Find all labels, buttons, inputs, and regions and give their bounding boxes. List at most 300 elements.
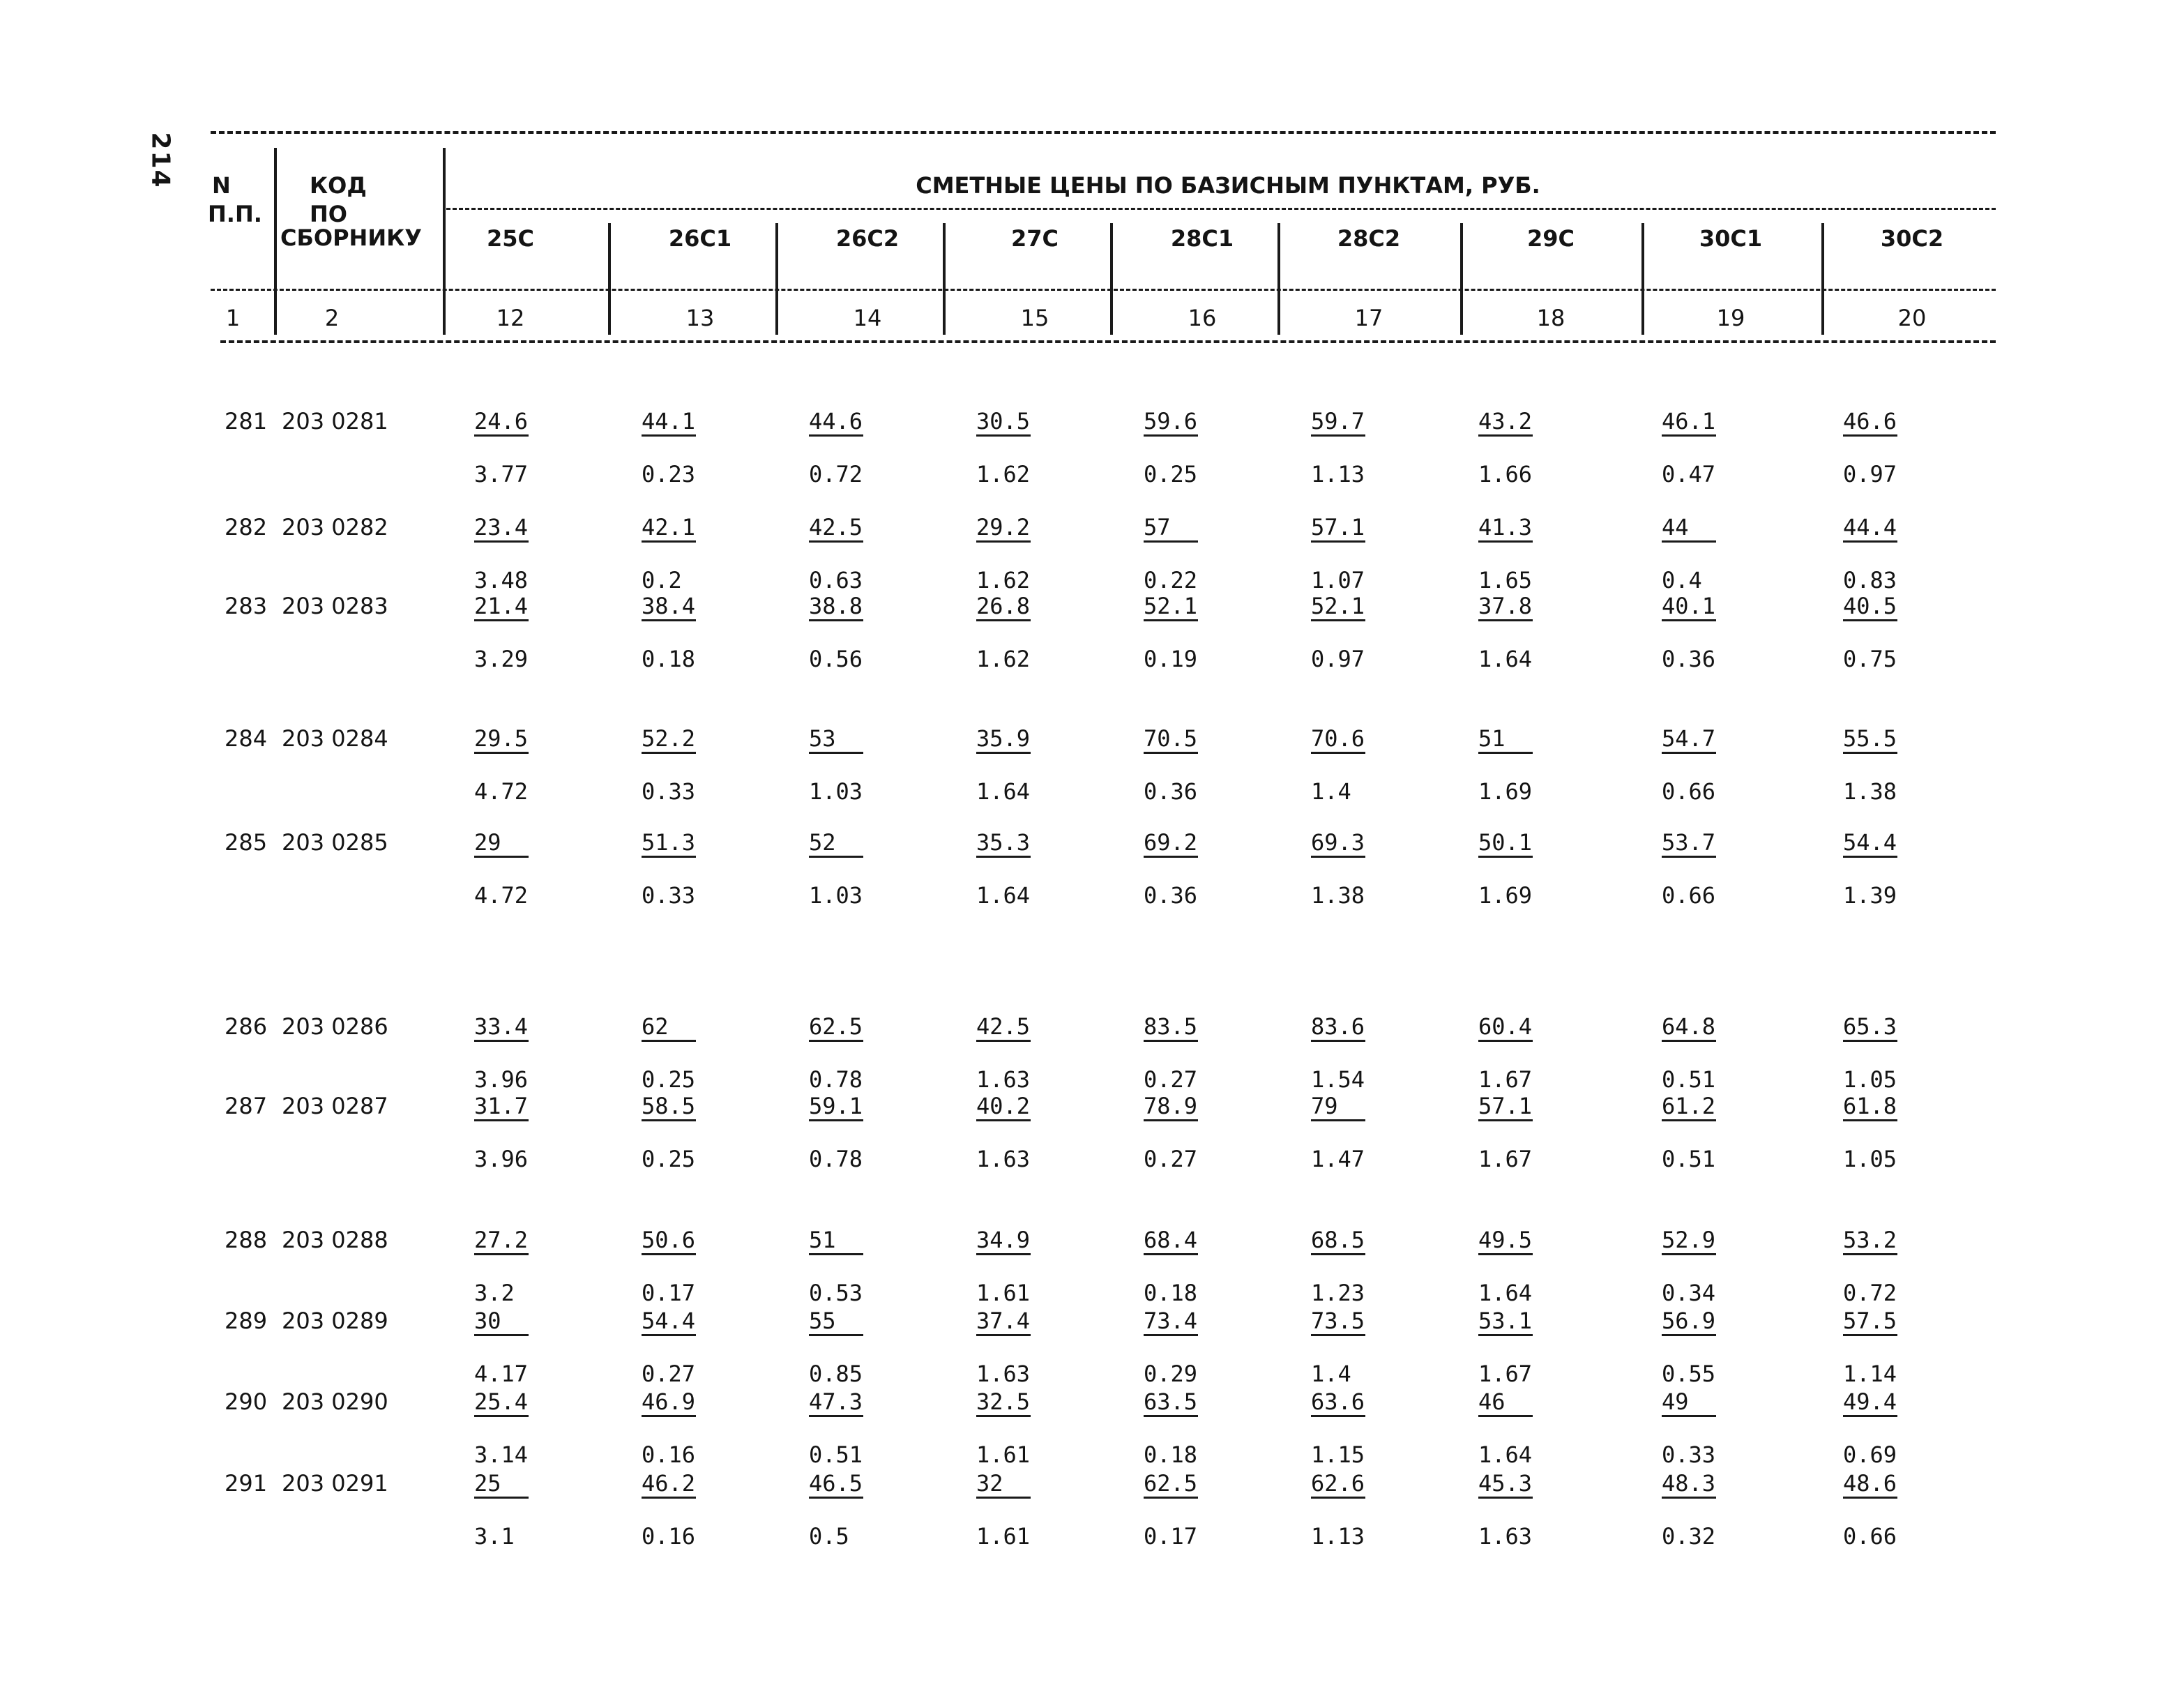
- price-upper-value: 29.2: [976, 514, 1031, 540]
- row-code: 203 0282: [282, 514, 388, 540]
- fraction-dash: [1843, 856, 1897, 858]
- price-lower-value: 0.51: [809, 1441, 863, 1468]
- price-lower-value: 0.23: [642, 461, 696, 487]
- price-lower-value: 1.4: [1311, 778, 1351, 805]
- fraction-dash: [474, 752, 529, 754]
- fraction-dash: [1311, 1415, 1365, 1417]
- price-upper-value: 57: [1144, 514, 1171, 540]
- price-upper-value: 52.9: [1662, 1227, 1716, 1253]
- fraction-dash: [642, 619, 696, 621]
- price-upper-value: 35.3: [976, 829, 1031, 856]
- price-upper-value: 29: [474, 829, 501, 856]
- price-lower-value: 0.78: [809, 1146, 863, 1172]
- price-lower-value: 1.63: [976, 1066, 1031, 1093]
- price-upper-value: 83.5: [1144, 1013, 1198, 1040]
- fraction-dash: [474, 1415, 529, 1417]
- header-column-divider: [775, 223, 778, 335]
- fraction-dash: [1662, 434, 1716, 437]
- column-number-5: 14: [853, 305, 882, 331]
- price-upper-value: 33.4: [474, 1013, 529, 1040]
- price-upper-value: 83.6: [1311, 1013, 1365, 1040]
- price-upper-value: 44.6: [809, 408, 863, 434]
- fraction-dash: [809, 752, 863, 754]
- fraction-dash: [474, 540, 529, 543]
- fraction-dash: [1478, 1253, 1533, 1255]
- price-lower-value: 0.63: [809, 567, 863, 593]
- price-upper-value: 53.7: [1662, 829, 1716, 856]
- fraction-dash: [809, 540, 863, 543]
- fraction-dash: [1662, 752, 1716, 754]
- header-bottom-rule: [220, 340, 1996, 343]
- fraction-dash: [1144, 619, 1198, 621]
- price-lower-value: 0.66: [1843, 1523, 1897, 1550]
- header-pp-label: П.П.: [208, 201, 262, 227]
- price-upper-value: 42.5: [976, 1013, 1031, 1040]
- price-upper-value: 27.2: [474, 1227, 529, 1253]
- price-upper-value: 31.7: [474, 1093, 529, 1119]
- price-lower-value: 1.64: [976, 882, 1031, 909]
- price-lower-value: 3.14: [474, 1441, 529, 1468]
- price-upper-value: 45.3: [1478, 1470, 1533, 1497]
- price-lower-value: 0.4: [1662, 567, 1702, 593]
- fraction-dash: [1843, 1253, 1897, 1255]
- header-po-label: ПО: [310, 201, 347, 227]
- fraction-dash: [809, 434, 863, 437]
- fraction-dash: [1478, 752, 1533, 754]
- fraction-dash: [976, 856, 1031, 858]
- header-point-2: 26С1: [668, 225, 732, 252]
- fraction-dash: [976, 1253, 1031, 1255]
- column-number-1: 1: [225, 305, 241, 331]
- fraction-dash: [1478, 1334, 1533, 1336]
- price-lower-value: 1.54: [1311, 1066, 1365, 1093]
- header-column-divider: [943, 223, 946, 335]
- price-upper-value: 57.1: [1478, 1093, 1533, 1119]
- price-lower-value: 4.72: [474, 882, 529, 909]
- price-upper-value: 62.5: [809, 1013, 863, 1040]
- header-point-3: 26С2: [835, 225, 900, 252]
- row-number: 291: [225, 1470, 268, 1497]
- price-lower-value: 0.56: [809, 646, 863, 672]
- row-number: 288: [225, 1227, 268, 1253]
- price-lower-value: 0.18: [642, 646, 696, 672]
- price-lower-value: 0.47: [1662, 461, 1716, 487]
- price-upper-value: 52.1: [1144, 593, 1198, 619]
- fraction-dash: [474, 619, 529, 621]
- fraction-dash: [1478, 1119, 1533, 1121]
- price-lower-value: 0.25: [1144, 461, 1198, 487]
- row-code: 203 0287: [282, 1093, 388, 1119]
- fraction-dash: [1311, 434, 1365, 437]
- price-lower-value: 1.62: [976, 646, 1031, 672]
- price-upper-value: 44.1: [642, 408, 696, 434]
- price-upper-value: 29.5: [474, 725, 529, 752]
- price-upper-value: 30: [474, 1308, 501, 1334]
- price-upper-value: 46.5: [809, 1470, 863, 1497]
- fraction-dash: [474, 856, 529, 858]
- price-upper-value: 41.3: [1478, 514, 1533, 540]
- fraction-dash: [1311, 619, 1365, 621]
- row-code: 203 0284: [282, 725, 388, 752]
- fraction-dash: [809, 1040, 863, 1042]
- price-lower-value: 0.69: [1843, 1441, 1897, 1468]
- price-lower-value: 1.39: [1843, 882, 1897, 909]
- price-lower-value: 0.72: [1843, 1280, 1897, 1306]
- fraction-dash: [474, 1334, 529, 1336]
- price-upper-value: 62: [642, 1013, 669, 1040]
- price-lower-value: 1.64: [1478, 646, 1533, 672]
- fraction-dash: [976, 434, 1031, 437]
- price-upper-value: 53: [809, 725, 836, 752]
- price-lower-value: 1.15: [1311, 1441, 1365, 1468]
- row-number: 282: [225, 514, 268, 540]
- price-lower-value: 0.17: [642, 1280, 696, 1306]
- price-upper-value: 57.1: [1311, 514, 1365, 540]
- fraction-dash: [1144, 752, 1198, 754]
- price-lower-value: 0.18: [1144, 1280, 1198, 1306]
- fraction-dash: [642, 856, 696, 858]
- price-lower-value: 1.65: [1478, 567, 1533, 593]
- price-upper-value: 37.8: [1478, 593, 1533, 619]
- header-column-divider: [1277, 223, 1280, 335]
- fraction-dash: [474, 1253, 529, 1255]
- price-lower-value: 0.51: [1662, 1146, 1716, 1172]
- price-lower-value: 3.29: [474, 646, 529, 672]
- fraction-dash: [642, 1040, 696, 1042]
- price-lower-value: 1.67: [1478, 1066, 1533, 1093]
- price-lower-value: 0.97: [1311, 646, 1365, 672]
- price-upper-value: 25.4: [474, 1388, 529, 1415]
- price-lower-value: 1.07: [1311, 567, 1365, 593]
- price-upper-value: 69.2: [1144, 829, 1198, 856]
- price-upper-value: 78.9: [1144, 1093, 1198, 1119]
- price-lower-value: 1.64: [1478, 1280, 1533, 1306]
- price-lower-value: 1.03: [809, 882, 863, 909]
- price-lower-value: 0.85: [809, 1361, 863, 1387]
- price-upper-value: 44: [1662, 514, 1689, 540]
- price-lower-value: 3.77: [474, 461, 529, 487]
- price-lower-value: 1.05: [1843, 1066, 1897, 1093]
- fraction-dash: [1311, 1253, 1365, 1255]
- header-point-8: 30С1: [1699, 225, 1763, 252]
- price-upper-value: 38.8: [809, 593, 863, 619]
- header-column-divider: [1641, 223, 1644, 335]
- price-upper-value: 40.1: [1662, 593, 1716, 619]
- price-upper-value: 54.4: [1843, 829, 1897, 856]
- fraction-dash: [1311, 540, 1365, 543]
- price-lower-value: 1.05: [1843, 1146, 1897, 1172]
- fraction-dash: [976, 1497, 1031, 1499]
- price-lower-value: 0.66: [1662, 778, 1716, 805]
- column-number-2: 2: [324, 305, 340, 331]
- row-code: 203 0291: [282, 1470, 388, 1497]
- price-lower-value: 0.2: [642, 567, 682, 593]
- price-upper-value: 69.3: [1311, 829, 1365, 856]
- price-upper-value: 21.4: [474, 593, 529, 619]
- fraction-dash: [1478, 434, 1533, 437]
- price-upper-value: 42.5: [809, 514, 863, 540]
- header-point-4: 27С: [1010, 225, 1059, 252]
- price-lower-value: 1.63: [976, 1146, 1031, 1172]
- price-upper-value: 40.2: [976, 1093, 1031, 1119]
- fraction-dash: [642, 1497, 696, 1499]
- fraction-dash: [976, 619, 1031, 621]
- price-upper-value: 32: [976, 1470, 1003, 1497]
- column-number-11: 20: [1897, 305, 1927, 331]
- row-number: 287: [225, 1093, 268, 1119]
- price-upper-value: 58.5: [642, 1093, 696, 1119]
- price-lower-value: 1.61: [976, 1523, 1031, 1550]
- price-upper-value: 34.9: [976, 1227, 1031, 1253]
- price-lower-value: 1.62: [976, 567, 1031, 593]
- fraction-dash: [1478, 1497, 1533, 1499]
- price-upper-value: 40.5: [1843, 593, 1897, 619]
- price-lower-value: 1.67: [1478, 1146, 1533, 1172]
- price-lower-value: 3.96: [474, 1066, 529, 1093]
- fraction-dash: [1478, 1415, 1533, 1417]
- price-lower-value: 1.63: [1478, 1523, 1533, 1550]
- price-upper-value: 51: [1478, 725, 1506, 752]
- fraction-dash: [976, 752, 1031, 754]
- fraction-dash: [642, 1119, 696, 1121]
- fraction-dash: [642, 434, 696, 437]
- price-upper-value: 26.8: [976, 593, 1031, 619]
- price-upper-value: 53.1: [1478, 1308, 1533, 1334]
- price-upper-value: 52: [809, 829, 836, 856]
- price-lower-value: 4.17: [474, 1361, 529, 1387]
- fraction-dash: [1144, 1119, 1198, 1121]
- price-lower-value: 1.03: [809, 778, 863, 805]
- price-upper-value: 59.7: [1311, 408, 1365, 434]
- price-upper-value: 46.6: [1843, 408, 1897, 434]
- price-upper-value: 68.4: [1144, 1227, 1198, 1253]
- price-upper-value: 57.5: [1843, 1308, 1897, 1334]
- fraction-dash: [474, 1119, 529, 1121]
- price-lower-value: 1.38: [1311, 882, 1365, 909]
- fraction-dash: [1144, 1334, 1198, 1336]
- price-upper-value: 70.5: [1144, 725, 1198, 752]
- price-lower-value: 0.53: [809, 1280, 863, 1306]
- price-lower-value: 1.64: [1478, 1441, 1533, 1468]
- fraction-dash: [809, 1253, 863, 1255]
- column-number-7: 16: [1188, 305, 1217, 331]
- price-lower-value: 0.33: [642, 882, 696, 909]
- price-lower-value: 3.2: [474, 1280, 515, 1306]
- fraction-dash: [642, 1334, 696, 1336]
- price-lower-value: 0.5: [809, 1523, 849, 1550]
- price-lower-value: 0.51: [1662, 1066, 1716, 1093]
- fraction-dash: [1662, 540, 1716, 543]
- price-lower-value: 1.69: [1478, 882, 1533, 909]
- price-upper-value: 79: [1311, 1093, 1338, 1119]
- price-upper-value: 50.6: [642, 1227, 696, 1253]
- fraction-dash: [1311, 1497, 1365, 1499]
- price-upper-value: 64.8: [1662, 1013, 1716, 1040]
- price-lower-value: 3.48: [474, 567, 529, 593]
- price-lower-value: 1.23: [1311, 1280, 1365, 1306]
- fraction-dash: [1843, 752, 1897, 754]
- fraction-dash: [1662, 1040, 1716, 1042]
- row-number: 286: [225, 1013, 268, 1040]
- price-lower-value: 0.22: [1144, 567, 1198, 593]
- row-number: 281: [225, 408, 268, 434]
- price-upper-value: 24.6: [474, 408, 529, 434]
- header-divider-n-code: [274, 148, 277, 335]
- price-lower-value: 0.66: [1662, 882, 1716, 909]
- fraction-dash: [1843, 1119, 1897, 1121]
- fraction-dash: [1843, 619, 1897, 621]
- price-lower-value: 0.27: [642, 1361, 696, 1387]
- price-lower-value: 1.61: [976, 1441, 1031, 1468]
- column-number-10: 19: [1716, 305, 1745, 331]
- fraction-dash: [1843, 1334, 1897, 1336]
- fraction-dash: [1843, 1415, 1897, 1417]
- row-code: 203 0289: [282, 1308, 388, 1334]
- page-number: 214: [146, 132, 175, 189]
- column-number-rule: [211, 289, 1996, 291]
- price-upper-value: 46: [1478, 1388, 1506, 1415]
- price-upper-value: 52.1: [1311, 593, 1365, 619]
- title-under-rule: [446, 208, 1996, 210]
- price-lower-value: 1.69: [1478, 778, 1533, 805]
- price-lower-value: 0.36: [1662, 646, 1716, 672]
- fraction-dash: [642, 1253, 696, 1255]
- row-code: 203 0288: [282, 1227, 388, 1253]
- fraction-dash: [642, 1415, 696, 1417]
- price-lower-value: 0.83: [1843, 567, 1897, 593]
- price-upper-value: 50.1: [1478, 829, 1533, 856]
- fraction-dash: [1478, 540, 1533, 543]
- price-upper-value: 55: [809, 1308, 836, 1334]
- header-column-divider: [1110, 223, 1113, 335]
- price-lower-value: 1.63: [976, 1361, 1031, 1387]
- fraction-dash: [809, 1415, 863, 1417]
- fraction-dash: [1662, 856, 1716, 858]
- price-upper-value: 30.5: [976, 408, 1031, 434]
- price-upper-value: 73.4: [1144, 1308, 1198, 1334]
- price-upper-value: 54.7: [1662, 725, 1716, 752]
- price-lower-value: 0.29: [1144, 1361, 1198, 1387]
- header-column-divider: [608, 223, 611, 335]
- price-lower-value: 1.13: [1311, 1523, 1365, 1550]
- fraction-dash: [1662, 619, 1716, 621]
- price-lower-value: 0.17: [1144, 1523, 1198, 1550]
- price-upper-value: 32.5: [976, 1388, 1031, 1415]
- price-upper-value: 59.6: [1144, 408, 1198, 434]
- price-upper-value: 68.5: [1311, 1227, 1365, 1253]
- column-number-9: 18: [1536, 305, 1565, 331]
- row-code: 203 0285: [282, 829, 388, 856]
- fraction-dash: [976, 1415, 1031, 1417]
- fraction-dash: [474, 1040, 529, 1042]
- price-lower-value: 1.64: [976, 778, 1031, 805]
- price-upper-value: 48.6: [1843, 1470, 1897, 1497]
- price-lower-value: 1.61: [976, 1280, 1031, 1306]
- fraction-dash: [1311, 1040, 1365, 1042]
- fraction-dash: [1311, 1334, 1365, 1336]
- price-lower-value: 0.72: [809, 461, 863, 487]
- price-upper-value: 60.4: [1478, 1013, 1533, 1040]
- price-upper-value: 55.5: [1843, 725, 1897, 752]
- price-lower-value: 1.67: [1478, 1361, 1533, 1387]
- fraction-dash: [1843, 434, 1897, 437]
- price-lower-value: 0.18: [1144, 1441, 1198, 1468]
- fraction-dash: [1662, 1334, 1716, 1336]
- column-number-6: 15: [1020, 305, 1049, 331]
- fraction-dash: [1144, 856, 1198, 858]
- row-number: 283: [225, 593, 268, 619]
- row-code: 203 0290: [282, 1388, 388, 1415]
- price-upper-value: 52.2: [642, 725, 696, 752]
- price-lower-value: 1.38: [1843, 778, 1897, 805]
- price-lower-value: 1.62: [976, 461, 1031, 487]
- price-upper-value: 25: [474, 1470, 501, 1497]
- fraction-dash: [1144, 540, 1198, 543]
- price-lower-value: 3.96: [474, 1146, 529, 1172]
- fraction-dash: [1662, 1119, 1716, 1121]
- price-lower-value: 0.36: [1144, 882, 1198, 909]
- price-lower-value: 1.47: [1311, 1146, 1365, 1172]
- fraction-dash: [1144, 434, 1198, 437]
- price-lower-value: 0.16: [642, 1523, 696, 1550]
- header-column-divider: [1460, 223, 1463, 335]
- price-lower-value: 0.55: [1662, 1361, 1716, 1387]
- price-upper-value: 61.8: [1843, 1093, 1897, 1119]
- price-upper-value: 46.9: [642, 1388, 696, 1415]
- table-top-rule: [211, 131, 1996, 134]
- row-number: 285: [225, 829, 268, 856]
- price-upper-value: 49: [1662, 1388, 1689, 1415]
- header-point-9: 30С2: [1880, 225, 1944, 252]
- row-code: 203 0286: [282, 1013, 388, 1040]
- price-upper-value: 46.1: [1662, 408, 1716, 434]
- header-point-7: 29С: [1526, 225, 1575, 252]
- table-title: СМЕТНЫЕ ЦЕНЫ ПО БАЗИСНЫМ ПУНКТАМ, РУБ.: [916, 172, 1540, 199]
- fraction-dash: [1662, 1415, 1716, 1417]
- header-divider-code-prices: [443, 148, 446, 335]
- fraction-dash: [1311, 752, 1365, 754]
- fraction-dash: [1478, 619, 1533, 621]
- price-upper-value: 53.2: [1843, 1227, 1897, 1253]
- price-upper-value: 63.5: [1144, 1388, 1198, 1415]
- price-upper-value: 37.4: [976, 1308, 1031, 1334]
- fraction-dash: [976, 1040, 1031, 1042]
- price-lower-value: 0.27: [1144, 1066, 1198, 1093]
- price-lower-value: 0.34: [1662, 1280, 1716, 1306]
- price-lower-value: 0.19: [1144, 646, 1198, 672]
- fraction-dash: [1144, 1040, 1198, 1042]
- header-point-1: 25С: [486, 225, 535, 252]
- price-lower-value: 0.33: [642, 778, 696, 805]
- price-upper-value: 43.2: [1478, 408, 1533, 434]
- fraction-dash: [809, 1497, 863, 1499]
- price-upper-value: 49.5: [1478, 1227, 1533, 1253]
- fraction-dash: [1662, 1497, 1716, 1499]
- fraction-dash: [1144, 1415, 1198, 1417]
- fraction-dash: [809, 1334, 863, 1336]
- fraction-dash: [809, 856, 863, 858]
- price-lower-value: 0.36: [1144, 778, 1198, 805]
- price-lower-value: 0.97: [1843, 461, 1897, 487]
- price-upper-value: 46.2: [642, 1470, 696, 1497]
- price-upper-value: 47.3: [809, 1388, 863, 1415]
- fraction-dash: [976, 540, 1031, 543]
- fraction-dash: [976, 1334, 1031, 1336]
- row-code: 203 0281: [282, 408, 388, 434]
- price-upper-value: 38.4: [642, 593, 696, 619]
- price-upper-value: 63.6: [1311, 1388, 1365, 1415]
- fraction-dash: [1843, 1040, 1897, 1042]
